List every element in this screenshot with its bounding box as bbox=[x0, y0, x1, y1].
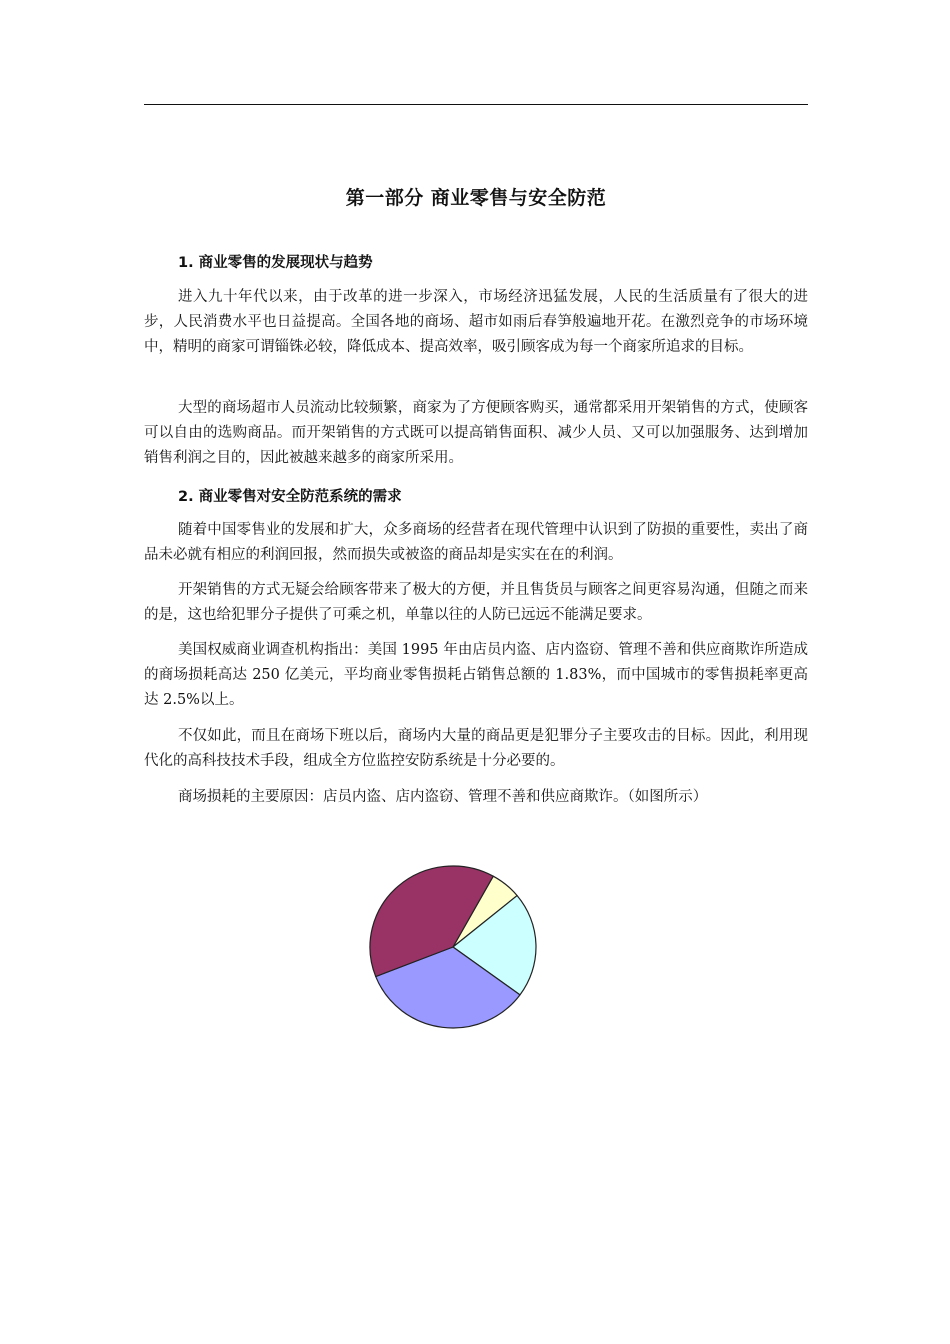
section-1-paragraph-1: 进入九十年代以来，由于改革的进一步深入，市场经济迅猛发展，人民的生活质量有了很大的进步，人民消费水平也日益提高。全国各地的商场、超市如雨后春笋般遍地开花。在激烈竞争的市场环境中，精明的商家可谓锱铢必较，降低成本、提高效率，吸引顾客成为每一个商家所追求的目标。 bbox=[144, 289, 808, 355]
page-title: 第一部分 商业零售与安全防范 bbox=[345, 187, 607, 209]
section-2-paragraph-2: 开架销售的方式无疑会给顾客带来了极大的方便，并且售货员与顾客之间更容易沟通，但随之而来的是，这也给犯罪分子提供了可乘之机，单靠以往的人防已远远不能满足要求。 bbox=[144, 582, 808, 623]
section-2-heading: 2. 商业零售对安全防范系统的需求 bbox=[178, 489, 402, 505]
section-1-paragraph-2: 大型的商场超市人员流动比较频繁，商家为了方便顾客购买，通常都采用开架销售的方式，使顾客可以自由的选购商品。而开架销售的方式既可以提高销售面积、减少人员、又可以加强服务、达到增加销售利润之目的，因此被越来越多的商家所采用。 bbox=[144, 400, 808, 466]
section-2-paragraph-1: 随着中国零售业的发展和扩大，众多商场的经营者在现代管理中认识到了防损的重要性，卖出了商品未必就有相应的利润回报，然而损失或被盗的商品却是实实在在的利润。 bbox=[144, 522, 808, 563]
section-2-paragraph-5: 商场损耗的主要原因：店员内盗、店内盗窃、管理不善和供应商欺诈。（如图所示） bbox=[178, 789, 708, 805]
section-1-heading: 1. 商业零售的发展现状与趋势 bbox=[178, 255, 373, 271]
header-rule bbox=[144, 104, 808, 105]
section-2-paragraph-3: 美国权威商业调查机构指出：美国 1995 年由店员内盗、店内盗窃、管理不善和供应商欺诈所造成的商场损耗高达 250 亿美元，平均商业零售损耗占销售总额的 1.83%，而中国城市的零售损耗率更高达 2.5%以上。 bbox=[144, 642, 808, 708]
loss-causes-pie-chart bbox=[360, 860, 550, 1050]
section-2-paragraph-4: 不仅如此，而且在商场下班以后，商场内大量的商品更是犯罪分子主要攻击的目标。因此，利用现代化的高科技技术手段，组成全方位监控安防系统是十分必要的。 bbox=[144, 728, 808, 769]
